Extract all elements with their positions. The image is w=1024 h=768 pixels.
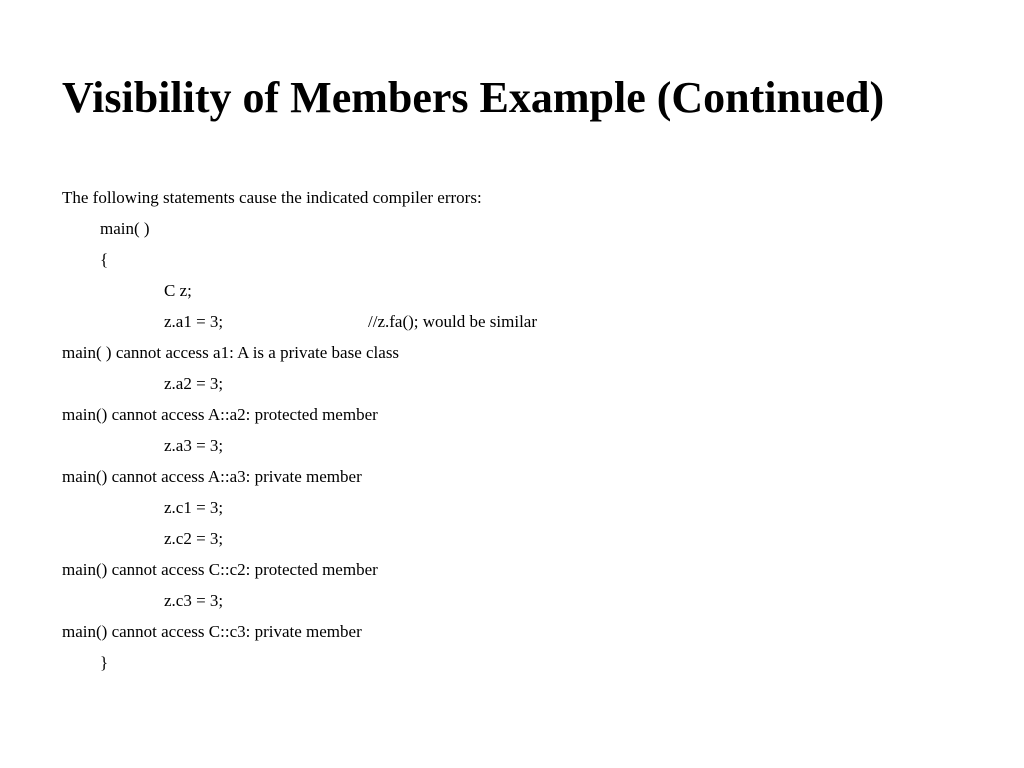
code-comment-a1: //z.fa(); would be similar [368, 312, 538, 331]
code-line-a1 [62, 310, 962, 341]
code-open-brace: { [100, 250, 109, 269]
code-statement-c1: z.c1 = 3; [164, 498, 224, 517]
intro-text: The following statements cause the indicated compiler errors: [62, 188, 482, 207]
code-statement-a2: z.a2 = 3; [164, 374, 224, 393]
code-statement-c3: z.c3 = 3; [164, 591, 224, 610]
slide-title: Visibility of Members Example (Continued) [62, 73, 885, 122]
code-close-brace: } [100, 653, 109, 672]
slide-body [62, 186, 962, 682]
error-message-a2: main() cannot access A::a2: protected member [62, 405, 378, 424]
error-message-c2: main() cannot access C::c2: protected member [62, 560, 378, 579]
code-declaration: C z; [164, 281, 192, 300]
error-message-a1: main( ) cannot access a1: A is a private base class [62, 343, 400, 362]
code-main-signature: main( ) [100, 219, 150, 238]
error-message-a3: main() cannot access A::a3: private member [62, 467, 362, 486]
code-statement-a1: z.a1 = 3; [164, 312, 224, 331]
code-statement-c2: z.c2 = 3; [164, 529, 224, 548]
code-statement-a3: z.a3 = 3; [164, 436, 224, 455]
error-message-c3: main() cannot access C::c3: private member [62, 622, 362, 641]
